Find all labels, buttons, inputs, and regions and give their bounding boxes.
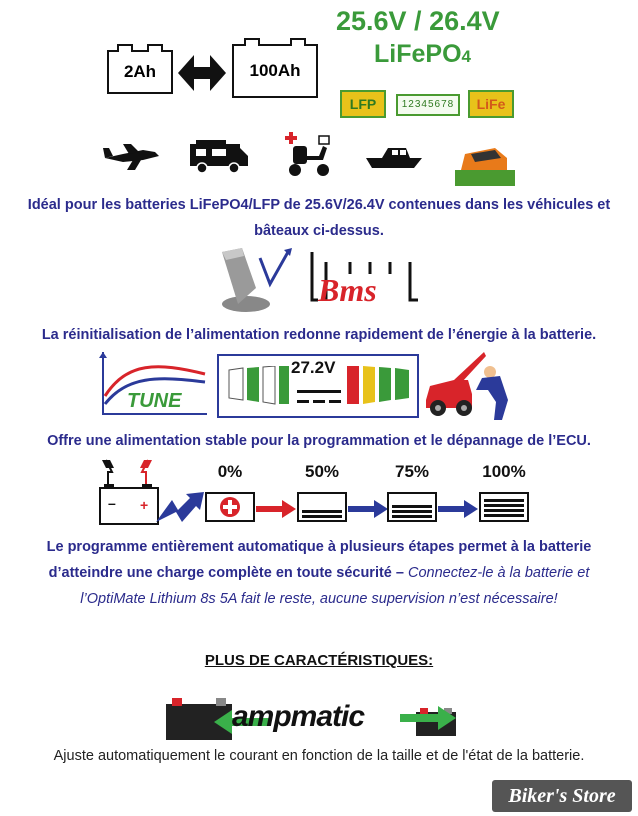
- life-badge: LiFe: [468, 90, 514, 118]
- robot-mower-icon: [455, 140, 515, 186]
- level-bars-right: [345, 366, 413, 406]
- battery-step-0: [205, 492, 255, 522]
- step-100-label: 100%: [482, 462, 526, 481]
- camper-van-icon: [188, 138, 250, 174]
- auto-caption-line3: l’OptiMate Lithium 8s 5A fait le reste, aucune supervision n’est nécessaire!: [80, 591, 558, 607]
- tune-label: TUNE: [127, 390, 182, 412]
- chemistry-title: [374, 40, 471, 69]
- ecu-caption: Offre une alimentation stable pour la programmation et le dépannage de l’ECU.: [47, 433, 591, 449]
- ampmatic-label: ampmatic: [232, 700, 365, 733]
- red-cross-icon: [207, 494, 253, 520]
- reset-caption: La réinitialisation de l’alimentation redonne rapidement de l’énergie à la batterie.: [41, 327, 597, 343]
- voltage-dashes: [297, 390, 341, 410]
- battery-step-75: [387, 492, 437, 522]
- arrow-red-icon: [256, 500, 296, 518]
- auto-caption-line2-italic: Connectez-le à la batterie et: [403, 565, 590, 581]
- boat-icon: [366, 140, 424, 170]
- vehicles-caption: [0, 192, 638, 244]
- step-50-label: 50%: [304, 462, 340, 481]
- voltage-readout: 27.2V: [291, 358, 336, 377]
- ampmatic-description: Ajuste automatiquement le courant en fonction de la taille et de l'état de la batterie.: [53, 748, 585, 764]
- svg-text:–: –: [108, 495, 116, 511]
- power-reset-icon: [212, 248, 294, 318]
- double-arrow-icon: [178, 52, 226, 94]
- bms-label: Bms: [318, 272, 377, 308]
- battery-small-label: 2Ah: [123, 62, 157, 81]
- voltage-panel: [217, 354, 419, 418]
- ampmatic-graphic: [160, 694, 460, 744]
- charger-clamps-icon: [98, 458, 162, 528]
- car-repair-icon: [424, 350, 518, 422]
- battery-large-label: 100Ah: [249, 61, 301, 80]
- bikers-store-watermark: [492, 780, 632, 812]
- auto-caption-line2-bold: d’atteindre une charge complète en toute sécurité –: [48, 565, 404, 581]
- cells-badge: 12345678: [396, 94, 460, 116]
- battery-step-100: [479, 492, 529, 522]
- chemistry-label: LiFePO: [374, 40, 462, 68]
- step-75-label: 75%: [394, 462, 430, 481]
- vehicles-caption-line2: bâteaux ci-dessus.: [254, 223, 384, 239]
- arrow-blue-icon: [438, 500, 478, 518]
- level-bars-left: [227, 366, 291, 406]
- lfp-badge: LFP: [340, 90, 386, 118]
- watermark-text: Biker's Store: [508, 785, 616, 807]
- auto-caption-line1: Le programme entièrement automatique à plusieurs étapes permet à la batterie: [46, 539, 592, 555]
- airplane-icon: [103, 140, 163, 172]
- tune-panel: [97, 352, 209, 418]
- chemistry-sub: 4: [461, 47, 471, 66]
- auto-caption-line2: [0, 560, 638, 586]
- step-0-label: 0%: [217, 462, 243, 481]
- svg-text:+: +: [140, 497, 149, 513]
- arrow-blue-icon: [348, 500, 388, 518]
- mobility-scooter-icon: [283, 130, 333, 178]
- lightning-arrow-icon: [156, 492, 206, 526]
- battery-small-icon: [107, 50, 173, 94]
- features-heading: PLUS DE CARACTÉRISTIQUES:: [204, 652, 434, 669]
- auto-program-caption: [0, 534, 638, 612]
- vehicles-caption-line1: Idéal pour les batteries LiFePO4/LFP de 25.6V/26.4V contenues dans les véhicules et: [27, 197, 611, 213]
- voltage-title: 25.6V / 26.4V: [336, 6, 500, 36]
- battery-step-50: [297, 492, 347, 522]
- battery-large-icon: [232, 44, 318, 98]
